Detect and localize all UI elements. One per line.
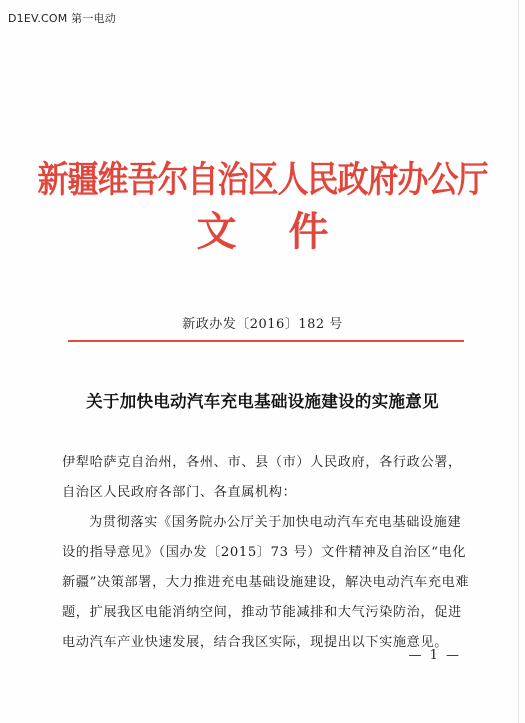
recipients-text: 伊犁哈萨克自治州，各州、市、县（市）人民政府，各行政公署，自治区人民政府各部门、各直属机构：	[62, 455, 462, 500]
document-title: 关于加快电动汽车充电基础设施建设的实施意见	[86, 392, 439, 411]
document-label: 文件	[196, 208, 381, 255]
document-number: 新政办发〔2016〕182 号	[182, 317, 343, 332]
watermark: D1EV.COM 第一电动	[8, 12, 116, 25]
red-divider	[68, 340, 464, 342]
page-number: — 1 —	[408, 648, 461, 663]
body-paragraph: 为贯彻落实《国务院办公厅关于加快电动汽车充电基础设施建设的指导意见》（国办发〔2015〕73 号）文件精神及自治区“电化新疆”决策部署，大力推进充电基础设施建设，解决电动汽车充电难题，扩展我区电能消纳空间，推动节能减排和大气污染防治，促进电动汽车产业快速发展，结合我区实际，现提出以下实施意见。	[62, 515, 470, 650]
scan-edge	[518, 0, 519, 723]
issuer-header: 新疆维吾尔自治区人民政府办公厅	[37, 159, 488, 201]
